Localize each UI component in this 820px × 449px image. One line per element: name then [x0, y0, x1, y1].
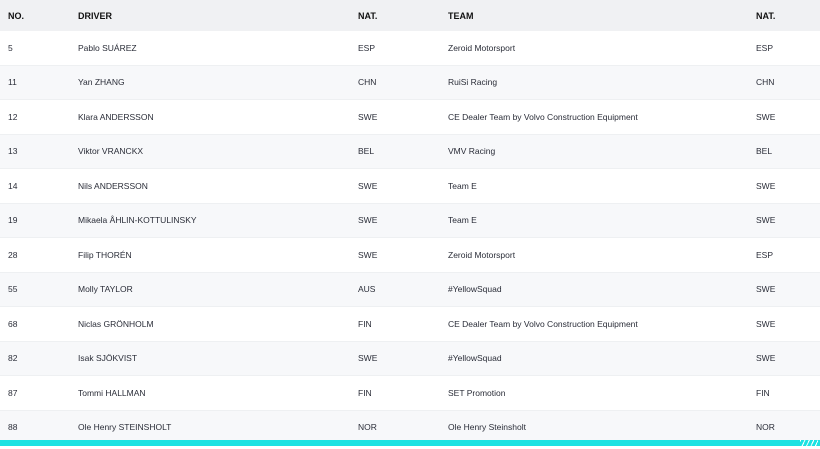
header-driver-nationality: NAT. [358, 0, 448, 31]
team-name-cell: Zeroid Motorsport [448, 238, 756, 273]
header-row [0, 0, 820, 31]
team-name-cell: RuiSi Racing [448, 65, 756, 100]
team-nationality-cell: ESP [756, 31, 820, 65]
driver-number-cell: 55 [0, 272, 78, 307]
driver-nationality-cell: AUS [358, 272, 448, 307]
table-row [0, 272, 820, 307]
driver-number-cell: 68 [0, 307, 78, 342]
driver-nationality-cell: ESP [358, 31, 448, 65]
table-row [0, 65, 820, 100]
driver-name-cell: Mikaela ÅHLIN-KOTTULINSKY [78, 203, 358, 238]
driver-number-cell: 88 [0, 410, 78, 445]
header-driver: DRIVER [78, 0, 358, 31]
accent-footer-bar [0, 440, 820, 446]
table-row [0, 134, 820, 169]
header-team: TEAM [448, 0, 756, 31]
driver-nationality-cell: NOR [358, 410, 448, 445]
driver-nationality-cell: BEL [358, 134, 448, 169]
driver-number-cell: 28 [0, 238, 78, 273]
table-row [0, 31, 820, 65]
table-row [0, 341, 820, 376]
team-name-cell: CE Dealer Team by Volvo Construction Equipment [448, 307, 756, 342]
team-nationality-cell: BEL [756, 134, 820, 169]
table-header [0, 0, 820, 31]
driver-name-cell: Ole Henry STEINSHOLT [78, 410, 358, 445]
team-nationality-cell: SWE [756, 169, 820, 204]
driver-name-cell: Niclas GRÖNHOLM [78, 307, 358, 342]
team-name-cell: Team E [448, 203, 756, 238]
driver-nationality-cell: FIN [358, 376, 448, 411]
team-name-cell: SET Promotion [448, 376, 756, 411]
driver-number-cell: 82 [0, 341, 78, 376]
driver-nationality-cell: SWE [358, 203, 448, 238]
table-row [0, 203, 820, 238]
driver-name-cell: Yan ZHANG [78, 65, 358, 100]
driver-number-cell: 13 [0, 134, 78, 169]
footer-stripes-decoration [800, 440, 818, 446]
driver-number-cell: 19 [0, 203, 78, 238]
table-row [0, 238, 820, 273]
driver-name-cell: Nils ANDERSSON [78, 169, 358, 204]
team-nationality-cell: ESP [756, 238, 820, 273]
driver-nationality-cell: CHN [358, 65, 448, 100]
driver-name-cell: Filip THORÉN [78, 238, 358, 273]
driver-name-cell: Pablo SUÁREZ [78, 31, 358, 65]
driver-name-cell: Tommi HALLMAN [78, 376, 358, 411]
team-nationality-cell: SWE [756, 341, 820, 376]
driver-name-cell: Klara ANDERSSON [78, 100, 358, 135]
driver-name-cell: Isak SJÖKVIST [78, 341, 358, 376]
team-name-cell: #YellowSquad [448, 341, 756, 376]
header-team-nationality: NAT. [756, 0, 820, 31]
driver-number-cell: 11 [0, 65, 78, 100]
table-row [0, 100, 820, 135]
team-name-cell: Team E [448, 169, 756, 204]
team-nationality-cell: NOR [756, 410, 820, 445]
team-nationality-cell: SWE [756, 203, 820, 238]
driver-name-cell: Molly TAYLOR [78, 272, 358, 307]
driver-number-cell: 14 [0, 169, 78, 204]
driver-nationality-cell: SWE [358, 169, 448, 204]
team-name-cell: #YellowSquad [448, 272, 756, 307]
team-nationality-cell: SWE [756, 100, 820, 135]
driver-number-cell: 12 [0, 100, 78, 135]
driver-nationality-cell: SWE [358, 341, 448, 376]
driver-nationality-cell: SWE [358, 238, 448, 273]
header-no: NO. [0, 0, 78, 31]
table-row [0, 376, 820, 411]
table-body [0, 31, 820, 445]
driver-nationality-cell: SWE [358, 100, 448, 135]
team-name-cell: Zeroid Motorsport [448, 31, 756, 65]
driver-name-cell: Viktor VRANCKX [78, 134, 358, 169]
driver-number-cell: 5 [0, 31, 78, 65]
driver-number-cell: 87 [0, 376, 78, 411]
table-row [0, 307, 820, 342]
table-row [0, 169, 820, 204]
team-name-cell: CE Dealer Team by Volvo Construction Equipment [448, 100, 756, 135]
team-nationality-cell: SWE [756, 307, 820, 342]
driver-nationality-cell: FIN [358, 307, 448, 342]
team-nationality-cell: SWE [756, 272, 820, 307]
team-nationality-cell: CHN [756, 65, 820, 100]
team-name-cell: VMV Racing [448, 134, 756, 169]
team-name-cell: Ole Henry Steinsholt [448, 410, 756, 445]
team-nationality-cell: FIN [756, 376, 820, 411]
